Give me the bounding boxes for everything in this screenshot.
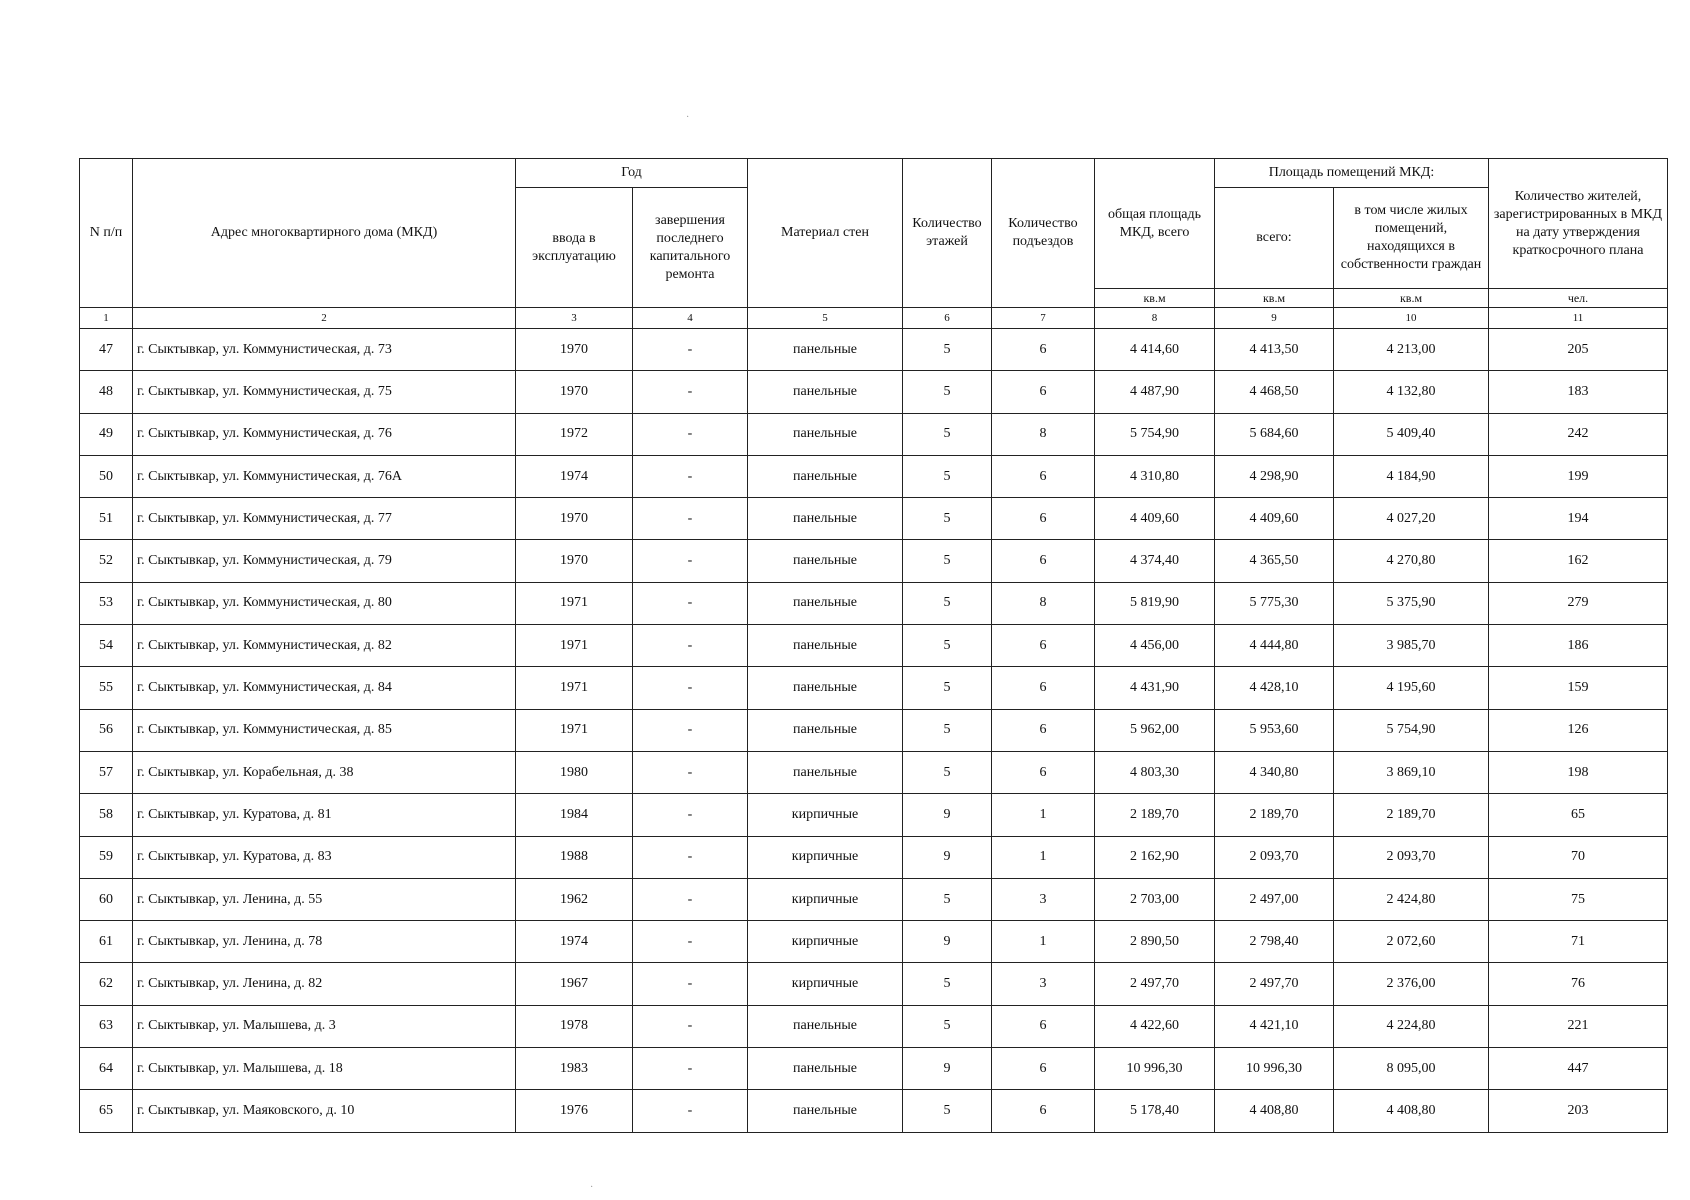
area-all-cell: 4 444,80 [1215, 625, 1334, 667]
year-commission-cell: 1967 [516, 963, 633, 1005]
walls-cell: панельные [748, 625, 903, 667]
walls-cell: панельные [748, 498, 903, 540]
year-commission-cell: 1976 [516, 1090, 633, 1132]
table-row [80, 794, 1668, 836]
address-cell: г. Сыктывкар, ул. Куратова, д. 83 [133, 836, 516, 878]
year-commission-cell: 1962 [516, 878, 633, 920]
row-number: 53 [80, 582, 133, 624]
housing-table [79, 158, 1668, 1133]
header-area-residential: в том числе жилых помещений, находящихся в собственности граждан [1334, 188, 1489, 289]
area-all-cell: 4 408,80 [1215, 1090, 1334, 1132]
floors-cell: 5 [903, 751, 992, 793]
column-number: 9 [1215, 308, 1334, 329]
walls-cell: панельные [748, 582, 903, 624]
table-row [80, 329, 1668, 371]
total-area-cell: 4 422,60 [1095, 1005, 1215, 1047]
year-repair-cell: - [633, 329, 748, 371]
address-cell: г. Сыктывкар, ул. Коммунистическая, д. 77 [133, 498, 516, 540]
residents-cell: 203 [1489, 1090, 1668, 1132]
walls-cell: панельные [748, 709, 903, 751]
column-number: 6 [903, 308, 992, 329]
year-repair-cell: - [633, 1048, 748, 1090]
year-commission-cell: 1970 [516, 498, 633, 540]
table-row [80, 878, 1668, 920]
area-all-cell: 4 468,50 [1215, 371, 1334, 413]
area-residential-cell: 2 189,70 [1334, 794, 1489, 836]
area-residential-cell: 4 224,80 [1334, 1005, 1489, 1047]
residents-cell: 242 [1489, 413, 1668, 455]
year-repair-cell: - [633, 413, 748, 455]
entrances-cell: 3 [992, 963, 1095, 1005]
column-number: 5 [748, 308, 903, 329]
column-number: 10 [1334, 308, 1489, 329]
year-commission-cell: 1980 [516, 751, 633, 793]
address-cell: г. Сыктывкар, ул. Ленина, д. 55 [133, 878, 516, 920]
residents-cell: 75 [1489, 878, 1668, 920]
total-area-cell: 4 431,90 [1095, 667, 1215, 709]
total-area-cell: 5 819,90 [1095, 582, 1215, 624]
area-all-cell: 5 684,60 [1215, 413, 1334, 455]
entrances-cell: 6 [992, 751, 1095, 793]
residents-cell: 186 [1489, 625, 1668, 667]
area-all-cell: 4 365,50 [1215, 540, 1334, 582]
scan-dot: · [686, 112, 690, 123]
area-all-cell: 4 340,80 [1215, 751, 1334, 793]
area-residential-cell: 5 375,90 [1334, 582, 1489, 624]
row-number: 54 [80, 625, 133, 667]
table-row [80, 371, 1668, 413]
row-number: 62 [80, 963, 133, 1005]
table-row [80, 963, 1668, 1005]
table-row [80, 1048, 1668, 1090]
header-num: N п/п [80, 159, 133, 308]
header-year-repair: завершения последнего капитального ремонта [633, 188, 748, 308]
address-cell: г. Сыктывкар, ул. Коммунистическая, д. 76 [133, 413, 516, 455]
area-all-cell: 4 298,90 [1215, 455, 1334, 497]
area-residential-cell: 2 093,70 [1334, 836, 1489, 878]
year-commission-cell: 1988 [516, 836, 633, 878]
area-all-cell: 2 497,00 [1215, 878, 1334, 920]
year-repair-cell: - [633, 582, 748, 624]
entrances-cell: 6 [992, 1048, 1095, 1090]
table-row [80, 667, 1668, 709]
year-repair-cell: - [633, 921, 748, 963]
table-body [80, 329, 1668, 1133]
address-cell: г. Сыктывкар, ул. Корабельная, д. 38 [133, 751, 516, 793]
row-number: 63 [80, 1005, 133, 1047]
walls-cell: кирпичные [748, 794, 903, 836]
entrances-cell: 1 [992, 836, 1095, 878]
column-number: 1 [80, 308, 133, 329]
row-number: 56 [80, 709, 133, 751]
row-number: 61 [80, 921, 133, 963]
total-area-cell: 4 409,60 [1095, 498, 1215, 540]
year-commission-cell: 1971 [516, 625, 633, 667]
area-residential-cell: 4 027,20 [1334, 498, 1489, 540]
walls-cell: панельные [748, 667, 903, 709]
address-cell: г. Сыктывкар, ул. Коммунистическая, д. 84 [133, 667, 516, 709]
entrances-cell: 6 [992, 625, 1095, 667]
year-commission-cell: 1971 [516, 582, 633, 624]
area-residential-cell: 4 408,80 [1334, 1090, 1489, 1132]
table-row [80, 751, 1668, 793]
year-repair-cell: - [633, 878, 748, 920]
floors-cell: 5 [903, 625, 992, 667]
row-number: 48 [80, 371, 133, 413]
address-cell: г. Сыктывкар, ул. Малышева, д. 3 [133, 1005, 516, 1047]
total-area-cell: 4 803,30 [1095, 751, 1215, 793]
entrances-cell: 1 [992, 794, 1095, 836]
column-number: 3 [516, 308, 633, 329]
entrances-cell: 6 [992, 455, 1095, 497]
year-commission-cell: 1971 [516, 667, 633, 709]
residents-cell: 194 [1489, 498, 1668, 540]
total-area-cell: 5 178,40 [1095, 1090, 1215, 1132]
walls-cell: панельные [748, 413, 903, 455]
walls-cell: кирпичные [748, 836, 903, 878]
floors-cell: 5 [903, 878, 992, 920]
floors-cell: 5 [903, 371, 992, 413]
residents-cell: 221 [1489, 1005, 1668, 1047]
walls-cell: кирпичные [748, 878, 903, 920]
area-all-cell: 2 497,70 [1215, 963, 1334, 1005]
total-area-cell: 2 189,70 [1095, 794, 1215, 836]
floors-cell: 5 [903, 582, 992, 624]
year-repair-cell: - [633, 709, 748, 751]
housing-table-sheet [79, 158, 1668, 1133]
floors-cell: 5 [903, 413, 992, 455]
year-repair-cell: - [633, 794, 748, 836]
entrances-cell: 3 [992, 878, 1095, 920]
row-number: 51 [80, 498, 133, 540]
year-repair-cell: - [633, 667, 748, 709]
area-residential-cell: 8 095,00 [1334, 1048, 1489, 1090]
entrances-cell: 1 [992, 921, 1095, 963]
year-commission-cell: 1983 [516, 1048, 633, 1090]
area-all-cell: 2 798,40 [1215, 921, 1334, 963]
area-residential-cell: 3 869,10 [1334, 751, 1489, 793]
entrances-cell: 6 [992, 498, 1095, 540]
column-number: 8 [1095, 308, 1215, 329]
floors-cell: 5 [903, 1005, 992, 1047]
address-cell: г. Сыктывкар, ул. Коммунистическая, д. 75 [133, 371, 516, 413]
year-repair-cell: - [633, 1005, 748, 1047]
residents-cell: 205 [1489, 329, 1668, 371]
walls-cell: панельные [748, 329, 903, 371]
unit-area-all: кв.м [1215, 289, 1334, 308]
floors-cell: 5 [903, 1090, 992, 1132]
column-number: 7 [992, 308, 1095, 329]
area-residential-cell: 4 184,90 [1334, 455, 1489, 497]
header-entrances: Количество подъездов [992, 159, 1095, 308]
column-number: 11 [1489, 308, 1668, 329]
floors-cell: 5 [903, 540, 992, 582]
total-area-cell: 2 162,90 [1095, 836, 1215, 878]
floors-cell: 9 [903, 921, 992, 963]
row-number: 57 [80, 751, 133, 793]
total-area-cell: 2 890,50 [1095, 921, 1215, 963]
table-row [80, 540, 1668, 582]
address-cell: г. Сыктывкар, ул. Коммунистическая, д. 73 [133, 329, 516, 371]
row-number: 55 [80, 667, 133, 709]
year-repair-cell: - [633, 498, 748, 540]
walls-cell: панельные [748, 1048, 903, 1090]
year-commission-cell: 1970 [516, 371, 633, 413]
floors-cell: 5 [903, 963, 992, 1005]
table-row [80, 498, 1668, 540]
year-commission-cell: 1978 [516, 1005, 633, 1047]
year-commission-cell: 1972 [516, 413, 633, 455]
walls-cell: кирпичные [748, 921, 903, 963]
header-area-all: всего: [1215, 188, 1334, 289]
area-all-cell: 4 428,10 [1215, 667, 1334, 709]
year-repair-cell: - [633, 455, 748, 497]
floors-cell: 9 [903, 794, 992, 836]
area-residential-cell: 4 213,00 [1334, 329, 1489, 371]
entrances-cell: 6 [992, 1005, 1095, 1047]
year-repair-cell: - [633, 540, 748, 582]
table-row [80, 1090, 1668, 1132]
area-all-cell: 4 421,10 [1215, 1005, 1334, 1047]
area-all-cell: 2 093,70 [1215, 836, 1334, 878]
unit-total-area: кв.м [1095, 289, 1215, 308]
year-commission-cell: 1984 [516, 794, 633, 836]
address-cell: г. Сыктывкар, ул. Коммунистическая, д. 82 [133, 625, 516, 667]
address-cell: г. Сыктывкар, ул. Ленина, д. 78 [133, 921, 516, 963]
entrances-cell: 6 [992, 1090, 1095, 1132]
table-row [80, 836, 1668, 878]
year-repair-cell: - [633, 1090, 748, 1132]
residents-cell: 447 [1489, 1048, 1668, 1090]
floors-cell: 5 [903, 498, 992, 540]
area-residential-cell: 2 424,80 [1334, 878, 1489, 920]
area-all-cell: 5 953,60 [1215, 709, 1334, 751]
walls-cell: кирпичные [748, 963, 903, 1005]
address-cell: г. Сыктывкар, ул. Малышева, д. 18 [133, 1048, 516, 1090]
column-number-row [80, 308, 1668, 329]
total-area-cell: 4 487,90 [1095, 371, 1215, 413]
walls-cell: панельные [748, 1090, 903, 1132]
total-area-cell: 5 754,90 [1095, 413, 1215, 455]
year-commission-cell: 1971 [516, 709, 633, 751]
residents-cell: 162 [1489, 540, 1668, 582]
residents-cell: 65 [1489, 794, 1668, 836]
area-residential-cell: 2 072,60 [1334, 921, 1489, 963]
total-area-cell: 2 497,70 [1095, 963, 1215, 1005]
row-number: 52 [80, 540, 133, 582]
year-repair-cell: - [633, 625, 748, 667]
floors-cell: 5 [903, 329, 992, 371]
table-row [80, 709, 1668, 751]
year-commission-cell: 1970 [516, 540, 633, 582]
residents-cell: 198 [1489, 751, 1668, 793]
residents-cell: 159 [1489, 667, 1668, 709]
row-number: 47 [80, 329, 133, 371]
area-residential-cell: 4 195,60 [1334, 667, 1489, 709]
unit-area-residential: кв.м [1334, 289, 1489, 308]
row-number: 58 [80, 794, 133, 836]
residents-cell: 279 [1489, 582, 1668, 624]
entrances-cell: 6 [992, 329, 1095, 371]
header-walls: Материал стен [748, 159, 903, 308]
area-residential-cell: 4 270,80 [1334, 540, 1489, 582]
address-cell: г. Сыктывкар, ул. Куратова, д. 81 [133, 794, 516, 836]
area-all-cell: 4 409,60 [1215, 498, 1334, 540]
total-area-cell: 4 456,00 [1095, 625, 1215, 667]
table-row [80, 625, 1668, 667]
entrances-cell: 6 [992, 371, 1095, 413]
area-residential-cell: 5 409,40 [1334, 413, 1489, 455]
entrances-cell: 6 [992, 667, 1095, 709]
header-floors: Количество этажей [903, 159, 992, 308]
area-residential-cell: 3 985,70 [1334, 625, 1489, 667]
residents-cell: 70 [1489, 836, 1668, 878]
area-all-cell: 10 996,30 [1215, 1048, 1334, 1090]
header-total-area: общая площадь МКД, всего [1095, 159, 1215, 289]
year-repair-cell: - [633, 751, 748, 793]
entrances-cell: 6 [992, 540, 1095, 582]
row-number: 49 [80, 413, 133, 455]
address-cell: г. Сыктывкар, ул. Ленина, д. 82 [133, 963, 516, 1005]
total-area-cell: 4 414,60 [1095, 329, 1215, 371]
area-all-cell: 4 413,50 [1215, 329, 1334, 371]
table-row [80, 455, 1668, 497]
column-number: 4 [633, 308, 748, 329]
header-residents: Количество жителей, зарегистрированных в МКД на дату утверждения краткосрочного плана [1489, 159, 1668, 289]
year-commission-cell: 1970 [516, 329, 633, 371]
area-residential-cell: 2 376,00 [1334, 963, 1489, 1005]
year-repair-cell: - [633, 836, 748, 878]
residents-cell: 199 [1489, 455, 1668, 497]
area-residential-cell: 5 754,90 [1334, 709, 1489, 751]
floors-cell: 5 [903, 667, 992, 709]
floors-cell: 5 [903, 455, 992, 497]
total-area-cell: 2 703,00 [1095, 878, 1215, 920]
walls-cell: панельные [748, 1005, 903, 1047]
table-row [80, 921, 1668, 963]
row-number: 64 [80, 1048, 133, 1090]
residents-cell: 71 [1489, 921, 1668, 963]
residents-cell: 126 [1489, 709, 1668, 751]
table-row [80, 582, 1668, 624]
area-all-cell: 2 189,70 [1215, 794, 1334, 836]
entrances-cell: 6 [992, 709, 1095, 751]
row-number: 50 [80, 455, 133, 497]
total-area-cell: 5 962,00 [1095, 709, 1215, 751]
address-cell: г. Сыктывкар, ул. Коммунистическая, д. 80 [133, 582, 516, 624]
header-year-group: Год [516, 159, 748, 188]
entrances-cell: 8 [992, 582, 1095, 624]
total-area-cell: 4 310,80 [1095, 455, 1215, 497]
column-number: 2 [133, 308, 516, 329]
walls-cell: панельные [748, 751, 903, 793]
year-commission-cell: 1974 [516, 455, 633, 497]
row-number: 59 [80, 836, 133, 878]
total-area-cell: 4 374,40 [1095, 540, 1215, 582]
header-year-commission: ввода в эксплуатацию [516, 188, 633, 308]
header-address: Адрес многоквартирного дома (МКД) [133, 159, 516, 308]
table-row [80, 1005, 1668, 1047]
table-row [80, 413, 1668, 455]
area-residential-cell: 4 132,80 [1334, 371, 1489, 413]
unit-residents: чел. [1489, 289, 1668, 308]
residents-cell: 76 [1489, 963, 1668, 1005]
year-repair-cell: - [633, 963, 748, 1005]
header-area-group: Площадь помещений МКД: [1215, 159, 1489, 188]
address-cell: г. Сыктывкар, ул. Коммунистическая, д. 76А [133, 455, 516, 497]
row-number: 65 [80, 1090, 133, 1132]
address-cell: г. Сыктывкар, ул. Коммунистическая, д. 85 [133, 709, 516, 751]
total-area-cell: 10 996,30 [1095, 1048, 1215, 1090]
floors-cell: 9 [903, 836, 992, 878]
walls-cell: панельные [748, 540, 903, 582]
floors-cell: 9 [903, 1048, 992, 1090]
walls-cell: панельные [748, 455, 903, 497]
entrances-cell: 8 [992, 413, 1095, 455]
row-number: 60 [80, 878, 133, 920]
scan-dot: · [590, 1182, 594, 1193]
residents-cell: 183 [1489, 371, 1668, 413]
address-cell: г. Сыктывкар, ул. Коммунистическая, д. 79 [133, 540, 516, 582]
area-all-cell: 5 775,30 [1215, 582, 1334, 624]
year-repair-cell: - [633, 371, 748, 413]
year-commission-cell: 1974 [516, 921, 633, 963]
address-cell: г. Сыктывкар, ул. Маяковского, д. 10 [133, 1090, 516, 1132]
floors-cell: 5 [903, 709, 992, 751]
walls-cell: панельные [748, 371, 903, 413]
